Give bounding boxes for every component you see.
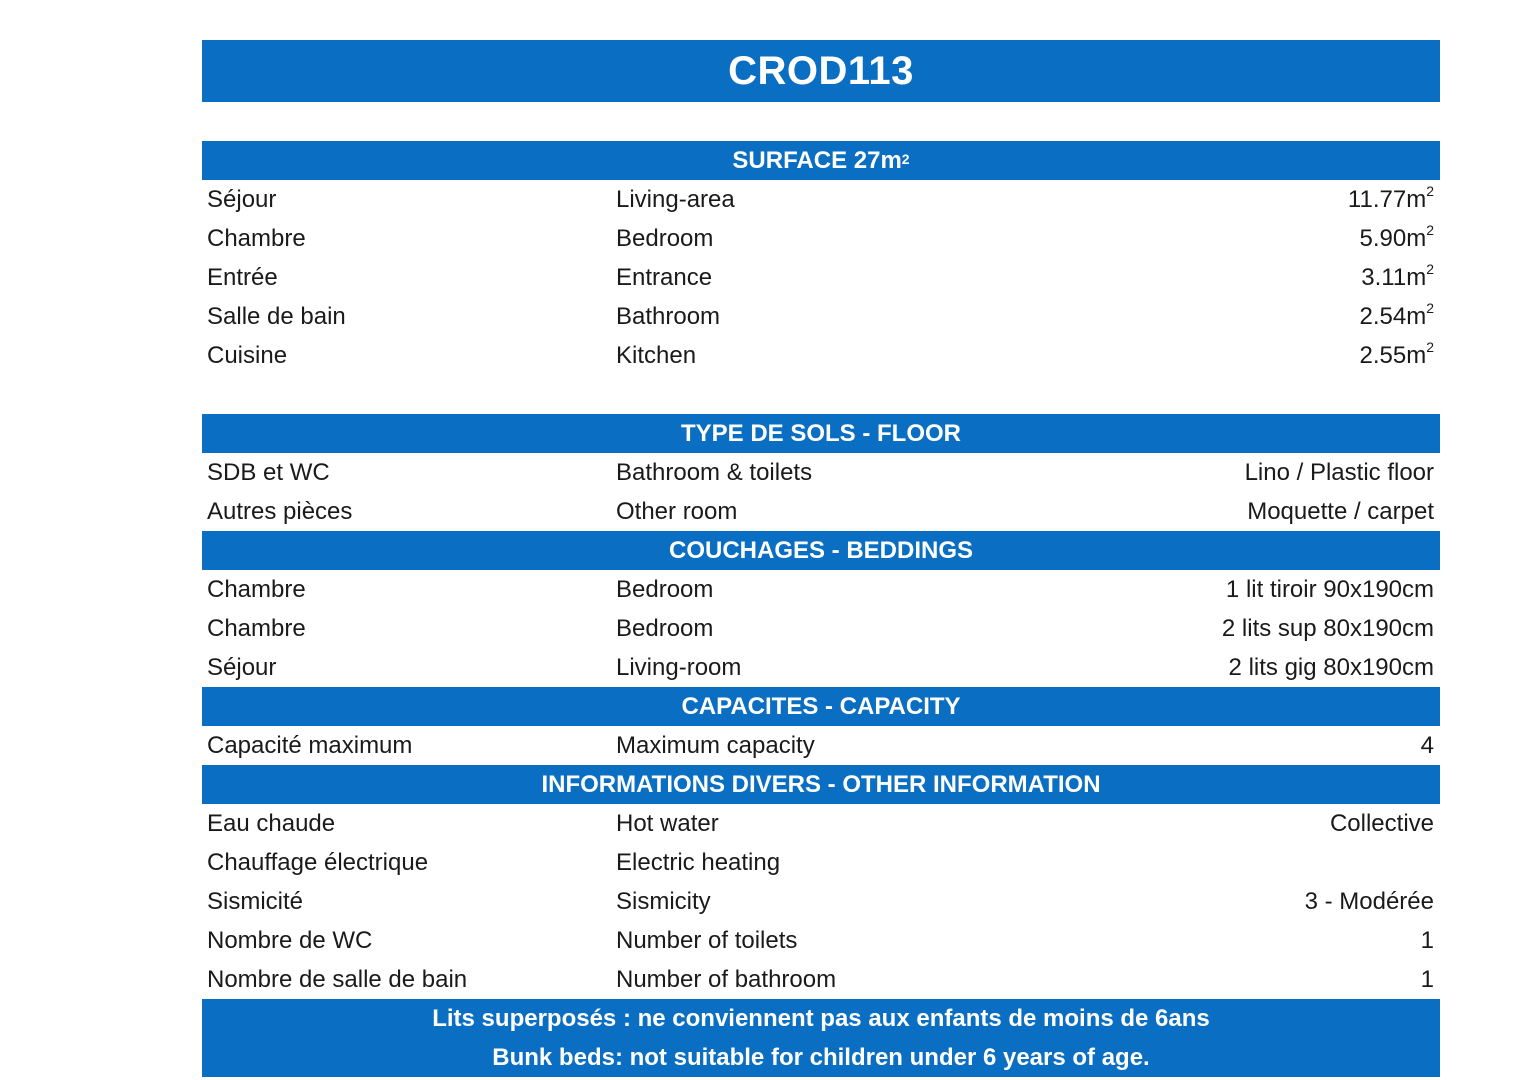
label-fr: Nombre de salle de bain <box>207 965 468 993</box>
label-en: Electric heating <box>616 848 781 876</box>
info-sheet <box>202 40 1440 1077</box>
beddings-header-text: COUCHAGES - BEDDINGS <box>668 536 974 564</box>
table-row <box>202 882 1440 921</box>
label-fr: Séjour <box>207 185 277 213</box>
label-en: Other room <box>616 497 738 525</box>
label-fr: Sismicité <box>207 887 304 915</box>
table-row <box>202 258 1440 297</box>
label-fr: SDB et WC <box>207 458 330 486</box>
value: 1 lit tiroir 90x190cm <box>1225 575 1434 603</box>
table-row <box>202 960 1440 999</box>
label-fr: Séjour <box>207 653 277 681</box>
value: $11.77m^2$ <box>1347 183 1434 213</box>
bunk-bed-warning <box>202 999 1440 1077</box>
label-en: Number of bathroom <box>616 965 837 993</box>
value: $5.90m^2$ <box>1359 222 1434 252</box>
table-row <box>202 297 1440 336</box>
surface-header-text: SURFACE 27m <box>732 146 902 174</box>
floor-header-text: TYPE DE SOLS - FLOOR <box>680 419 962 447</box>
warning-en: Bunk beds: not suitable for children under 6 years of age. <box>492 1044 1150 1071</box>
table-row <box>202 804 1440 843</box>
other-info-header-text: INFORMATIONS DIVERS - OTHER INFORMATION <box>541 770 1101 798</box>
table-row <box>202 843 1440 882</box>
label-fr: Entrée <box>207 263 278 291</box>
label-en: Kitchen <box>616 341 697 369</box>
value: 2 lits sup 80x190cm <box>1221 614 1434 642</box>
value: $2.54m^2$ <box>1359 300 1434 330</box>
value: Moquette / carpet <box>1247 497 1434 525</box>
value: 3 - Modérée <box>1304 887 1434 915</box>
label-en: Bedroom <box>616 614 714 642</box>
label-en: Entrance <box>616 263 713 291</box>
label-en: Maximum capacity <box>616 731 815 759</box>
table-row <box>202 726 1440 765</box>
label-en: Hot water <box>616 809 719 837</box>
value: $2.55m^2$ <box>1359 339 1434 369</box>
surface-header <box>202 141 1440 180</box>
beddings-header <box>202 531 1440 570</box>
label-en: Bathroom & toilets <box>616 458 813 486</box>
label-fr: Nombre de WC <box>207 926 373 954</box>
label-en: Number of toilets <box>616 926 798 954</box>
value: 4 <box>1420 731 1434 759</box>
capacity-header-text: CAPACITES - CAPACITY <box>681 692 961 720</box>
label-fr: Autres pièces <box>207 497 353 525</box>
table-row <box>202 648 1440 687</box>
table-row <box>202 219 1440 258</box>
label-en: Living-area <box>616 185 735 213</box>
label-fr: Capacité maximum <box>207 731 413 759</box>
floor-header <box>202 414 1440 453</box>
table-row <box>202 492 1440 531</box>
label-fr: Cuisine <box>207 341 288 369</box>
value: 1 <box>1420 926 1434 954</box>
value: 2 lits gig 80x190cm <box>1228 653 1434 681</box>
value: $3.11m^2$ <box>1361 261 1434 291</box>
label-en: Bedroom <box>616 575 714 603</box>
other-info-header <box>202 765 1440 804</box>
page-title <box>202 40 1440 102</box>
label-en: Sismicity <box>616 887 711 915</box>
label-fr: Chambre <box>207 224 306 252</box>
label-en: Bedroom <box>616 224 714 252</box>
value: Collective <box>1329 809 1434 837</box>
table-row <box>202 453 1440 492</box>
table-row <box>202 921 1440 960</box>
title-text: CROD113 <box>728 48 914 93</box>
surface-header-sup: 2 <box>901 150 910 167</box>
warning-fr: Lits superposés : ne conviennent pas aux enfants de moins de 6ans <box>432 1005 1210 1032</box>
value: Lino / Plastic floor <box>1244 458 1434 486</box>
label-en: Bathroom <box>616 302 721 330</box>
table-row <box>202 336 1440 375</box>
label-fr: Chambre <box>207 614 306 642</box>
label-fr: Chauffage électrique <box>207 848 429 876</box>
table-row <box>202 570 1440 609</box>
table-row <box>202 180 1440 219</box>
capacity-header <box>202 687 1440 726</box>
label-fr: Chambre <box>207 575 306 603</box>
table-row <box>202 609 1440 648</box>
label-fr: Salle de bain <box>207 302 346 330</box>
label-fr: Eau chaude <box>207 809 336 837</box>
label-en: Living-room <box>616 653 742 681</box>
value: 1 <box>1420 965 1434 993</box>
